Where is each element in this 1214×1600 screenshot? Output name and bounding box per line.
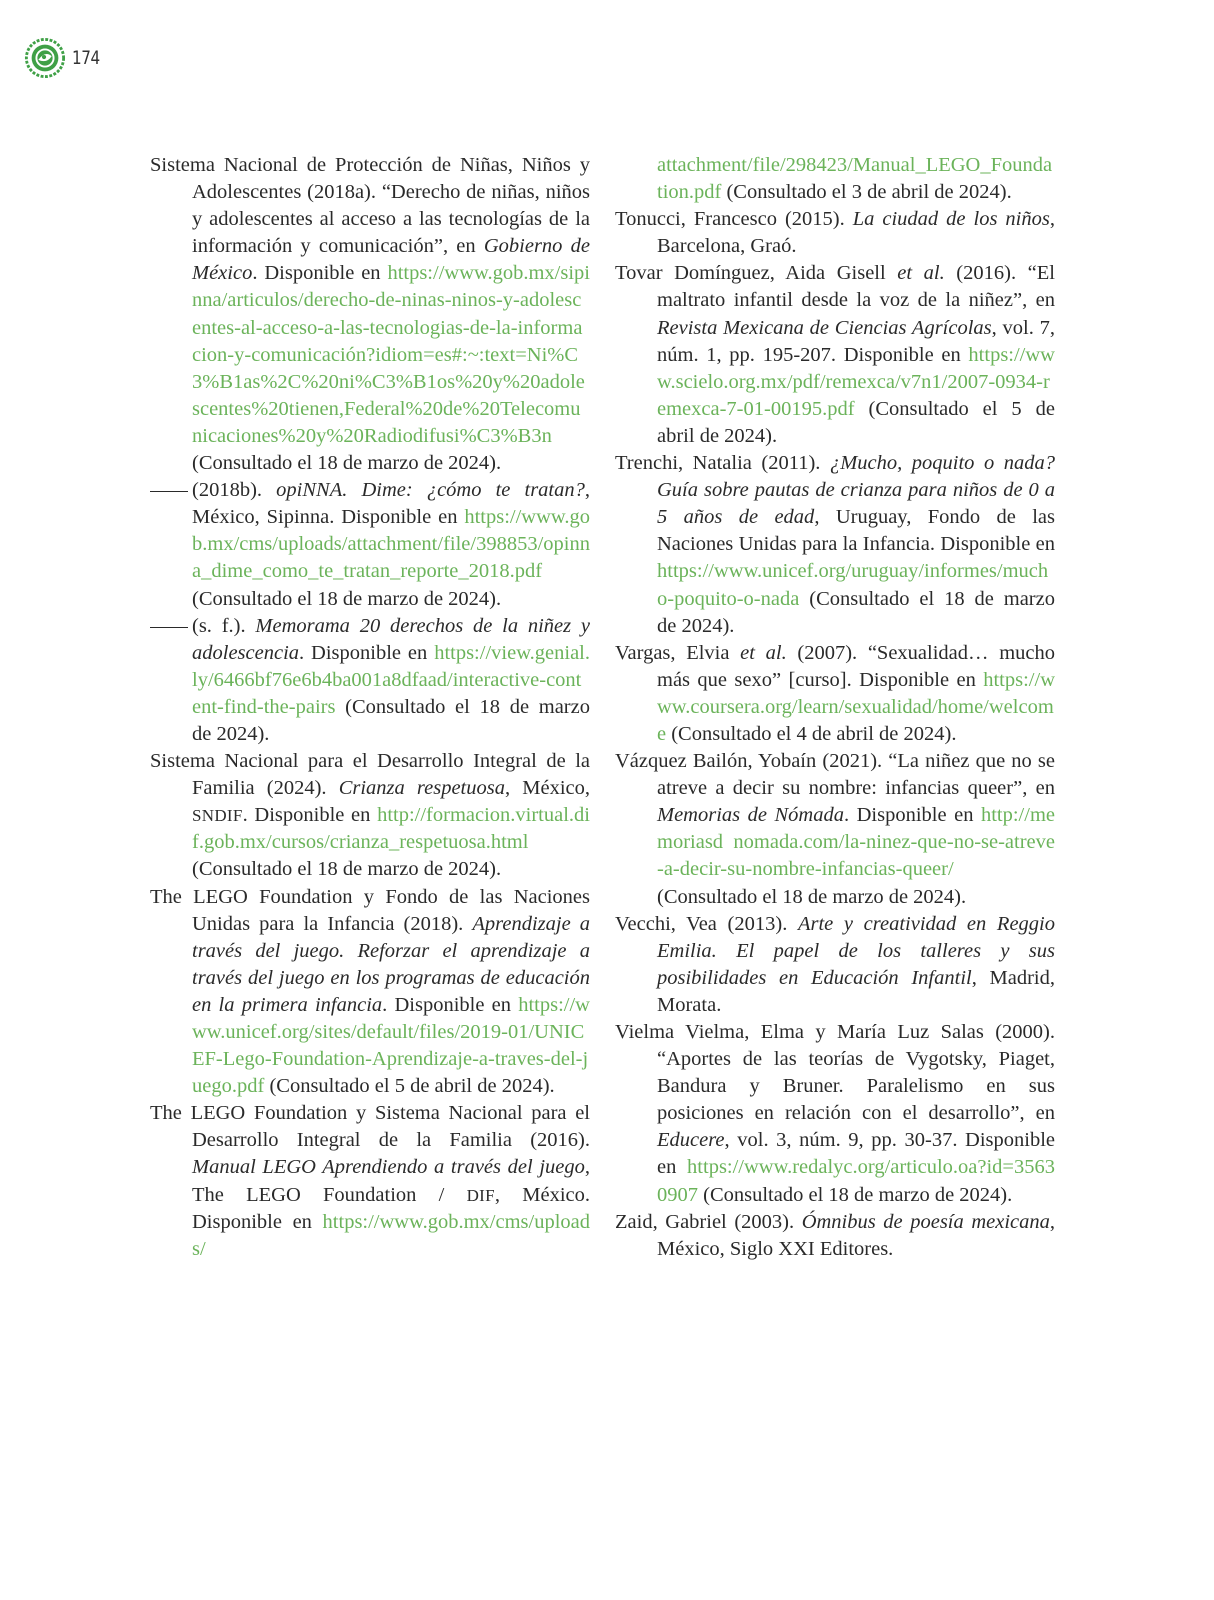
reference-text: , México, Sipinna. Disponible en bbox=[192, 479, 590, 529]
reference-text: , Barcelona, Graó. bbox=[657, 208, 1055, 258]
reference-text: (Consultado el 5 de abril de 2024). bbox=[657, 397, 1055, 447]
reference-text: Sistema Nacional de Protección de Niñas, Niños y Adolescentes (2018a). “Derecho de niñas, niños y adolescentes al acceso a las tecnologías de la información y comunicación”, en bbox=[150, 154, 590, 258]
references-left-column bbox=[150, 152, 590, 1263]
reference-text: . Disponible en bbox=[843, 804, 981, 827]
reference-text: (Consultado el 18 de marzo de 2024). bbox=[192, 858, 502, 881]
reference-text: . Disponible en bbox=[382, 993, 519, 1016]
reference-text: , México. Disponible en bbox=[192, 1183, 590, 1233]
reference-text: . Disponible en bbox=[242, 804, 378, 827]
reference-link[interactable]: attachment/file/298423/Manual_LEGO_Foundation.pdf bbox=[657, 154, 1053, 204]
italic-title: et al. bbox=[740, 641, 787, 664]
reference-link[interactable]: http://formacion.virtual.dif.gob.mx/cursos/crianza_respetuosa.html bbox=[192, 804, 590, 854]
reference-text: (2018b). bbox=[192, 479, 277, 502]
reference-text: (Consultado el 4 de abril de 2024). bbox=[666, 722, 957, 745]
reference-text: (Consultado el 18 de marzo de 2024). bbox=[192, 587, 502, 610]
reference-text: Vecchi, Vea (2013). bbox=[615, 912, 798, 935]
reference-text: (Consultado el 18 de marzo de 2024). bbox=[657, 587, 1055, 637]
reference-link[interactable]: https://www.unicef.org/sites/default/files/2019-01/UNICEF-Lego-Foundation-Aprendizaje-a-traves-del-juego.pdf bbox=[192, 993, 590, 1098]
reference-text: Vázquez Bailón, Yobaín (2021). “La niñez que no se atreve a decir su nombre: infancias queer”, en bbox=[615, 750, 1055, 800]
reference-text: , The LEGO Foundation / bbox=[192, 1156, 590, 1206]
reference-entry bbox=[150, 748, 590, 883]
reference-text: , vol. 7, núm. 1, pp. 195-207. Disponible en bbox=[657, 316, 1055, 366]
reference-link[interactable]: https://www.gob.mx/sipinna/articulos/derecho-de-ninas-ninos-y-adolescentes-al-acceso-a-las-tecnologias-de-la-informacion-y-comunicación?idiom=es#:~:text=Ni%C3%B1as%2C%20ni%C3%B1os%20y%20adolescentes%20tienen,Federal%20de%20Telecomunicaciones%20y%20Radiodifusi%C3%B3n bbox=[192, 262, 590, 447]
small-caps-acronym: DIF bbox=[466, 1185, 495, 1205]
reference-entry bbox=[615, 206, 1055, 260]
reference-entry bbox=[150, 152, 590, 477]
reference-text: , Madrid, Morata. bbox=[657, 966, 1055, 1016]
reference-text: Vielma Vielma, Elma y María Luz Salas (2000). “Aportes de las teorías de Vygotsky, Piaget, Bandura y Bruner. Paralelismo en sus posiciones en relación con el desarrollo”, en bbox=[615, 1021, 1055, 1125]
reference-entry bbox=[615, 1019, 1055, 1209]
italic-title: opiNNA. Dime: ¿cómo te tratan? bbox=[276, 479, 585, 502]
reference-text: Sistema Nacional para el Desarrollo Integral de la Familia (2024). bbox=[150, 750, 590, 800]
italic-title: Manual LEGO Aprendiendo a través del juego bbox=[192, 1156, 585, 1179]
page-header bbox=[24, 36, 107, 80]
small-caps-acronym: SNDIF bbox=[192, 806, 243, 826]
reference-text: , México, bbox=[504, 777, 590, 800]
italic-title: Educere bbox=[657, 1129, 725, 1152]
reference-entry bbox=[615, 911, 1055, 1019]
reference-entry bbox=[615, 152, 1055, 206]
reference-link[interactable]: https://www.coursera.org/learn/sexualidad/home/welcome bbox=[657, 668, 1055, 745]
reference-entry bbox=[615, 260, 1055, 450]
reference-text: , vol. 3, núm. 9, pp. 30-37. Disponible en bbox=[657, 1129, 1055, 1179]
reference-text: Trenchi, Natalia (2011). bbox=[615, 452, 830, 475]
reference-entry bbox=[615, 640, 1055, 748]
italic-title: Gobierno de México bbox=[192, 235, 590, 285]
reference-text: , Uruguay, Fondo de las Naciones Unidas para la Infancia. Disponible en bbox=[657, 506, 1055, 556]
italic-title: ¿Mucho, poquito o nada? Guía sobre pautas de crianza para niños de 0 a 5 años de edad bbox=[657, 452, 1055, 529]
reference-text: (Consultado el 3 de abril de 2024). bbox=[721, 181, 1012, 204]
reference-entry bbox=[150, 477, 590, 612]
reference-text: Tonucci, Francesco (2015). bbox=[615, 208, 853, 231]
reference-text: . Disponible en bbox=[252, 262, 388, 285]
reference-text: (Consultado el 18 de marzo de 2024). bbox=[192, 452, 502, 475]
repeat-author-dash bbox=[150, 491, 188, 492]
reference-text: (s. f.). bbox=[192, 614, 256, 637]
reference-link[interactable]: http://memoriasd nomada.com/la-ninez-que-no-se-atreve-a-decir-su-nombre-infancias-queer/ bbox=[657, 804, 1055, 881]
reference-entry bbox=[615, 748, 1055, 911]
reference-text: , México, Siglo XXI Editores. bbox=[657, 1210, 1055, 1260]
reference-entry bbox=[150, 1100, 590, 1263]
reference-text: (Consultado el 18 de marzo de 2024). bbox=[657, 885, 967, 908]
reference-entry bbox=[150, 884, 590, 1101]
reference-link[interactable]: https://www.scielo.org.mx/pdf/remexca/v7n1/2007-0934-remexca-7-01-00195.pdf bbox=[657, 343, 1055, 420]
references-right-column bbox=[615, 152, 1055, 1263]
reference-link[interactable]: https://www.redalyc.org/articulo.oa?id=35630907 bbox=[657, 1156, 1055, 1206]
italic-title: Crianza respetuosa bbox=[338, 777, 505, 800]
italic-title: Memorias de Nómada bbox=[657, 804, 844, 827]
reference-text: (2007). “Sexualidad… mucho más que sexo” [curso]. Disponible en bbox=[657, 641, 1055, 691]
reference-entry bbox=[150, 613, 590, 748]
reference-text: Vargas, Elvia bbox=[615, 641, 741, 664]
reference-text: Zaid, Gabriel (2003). bbox=[615, 1210, 802, 1233]
repeat-author-dash bbox=[150, 627, 188, 628]
italic-title: La ciudad de los niños bbox=[852, 208, 1050, 231]
italic-title: Aprendizaje a través del juego. Reforzar el aprendizaje a través del juego en los programas de educación en la primera infancia bbox=[192, 912, 590, 1016]
reference-entry bbox=[615, 1209, 1055, 1263]
circular-green-logo-icon bbox=[24, 37, 66, 79]
page-number: 174 bbox=[72, 47, 100, 69]
reference-text: (2016). “El maltrato infantil desde la voz de la niñez”, en bbox=[657, 262, 1055, 312]
reference-text: (Consultado el 18 de marzo de 2024). bbox=[698, 1183, 1013, 1206]
italic-title: Arte y creatividad en Reggio Emilia. El papel de los talleres y sus posibilidades en Educación Infantil bbox=[657, 912, 1055, 989]
reference-link[interactable]: https://view.genial.ly/6466bf76e6b4ba001a8dfaad/interactive-content-find-the-pairs bbox=[192, 641, 590, 718]
italic-title: Memorama 20 derechos de la niñez y adolescencia bbox=[192, 614, 591, 664]
italic-title: Revista Mexicana de Ciencias Agrícolas bbox=[657, 316, 992, 339]
reference-link[interactable]: https://www.gob.mx/cms/uploads/attachment/file/398853/opinna_dime_como_te_tratan_reporte_2018.pdf bbox=[192, 506, 590, 583]
reference-text: The LEGO Foundation y Fondo de las Naciones Unidas para la Infancia (2018). bbox=[150, 885, 590, 935]
reference-link[interactable]: https://www.gob.mx/cms/uploads/ bbox=[192, 1210, 590, 1260]
italic-title: et al. bbox=[897, 262, 945, 285]
reference-link[interactable]: https://www.unicef.org/uruguay/informes/mucho-poquito-o-nada bbox=[657, 560, 1049, 610]
reference-text: (Consultado el 5 de abril de 2024). bbox=[264, 1075, 555, 1098]
reference-text: The LEGO Foundation y Sistema Nacional para el Desarrollo Integral de la Familia (2016). bbox=[150, 1102, 590, 1152]
reference-text: Tovar Domínguez, Aida Gisell bbox=[615, 262, 898, 285]
italic-title: Ómnibus de poesía mexicana bbox=[801, 1210, 1050, 1233]
reference-entry bbox=[615, 450, 1055, 640]
reference-text: . Disponible en bbox=[299, 641, 435, 664]
reference-text: (Consultado el 18 de marzo de 2024). bbox=[192, 695, 590, 745]
